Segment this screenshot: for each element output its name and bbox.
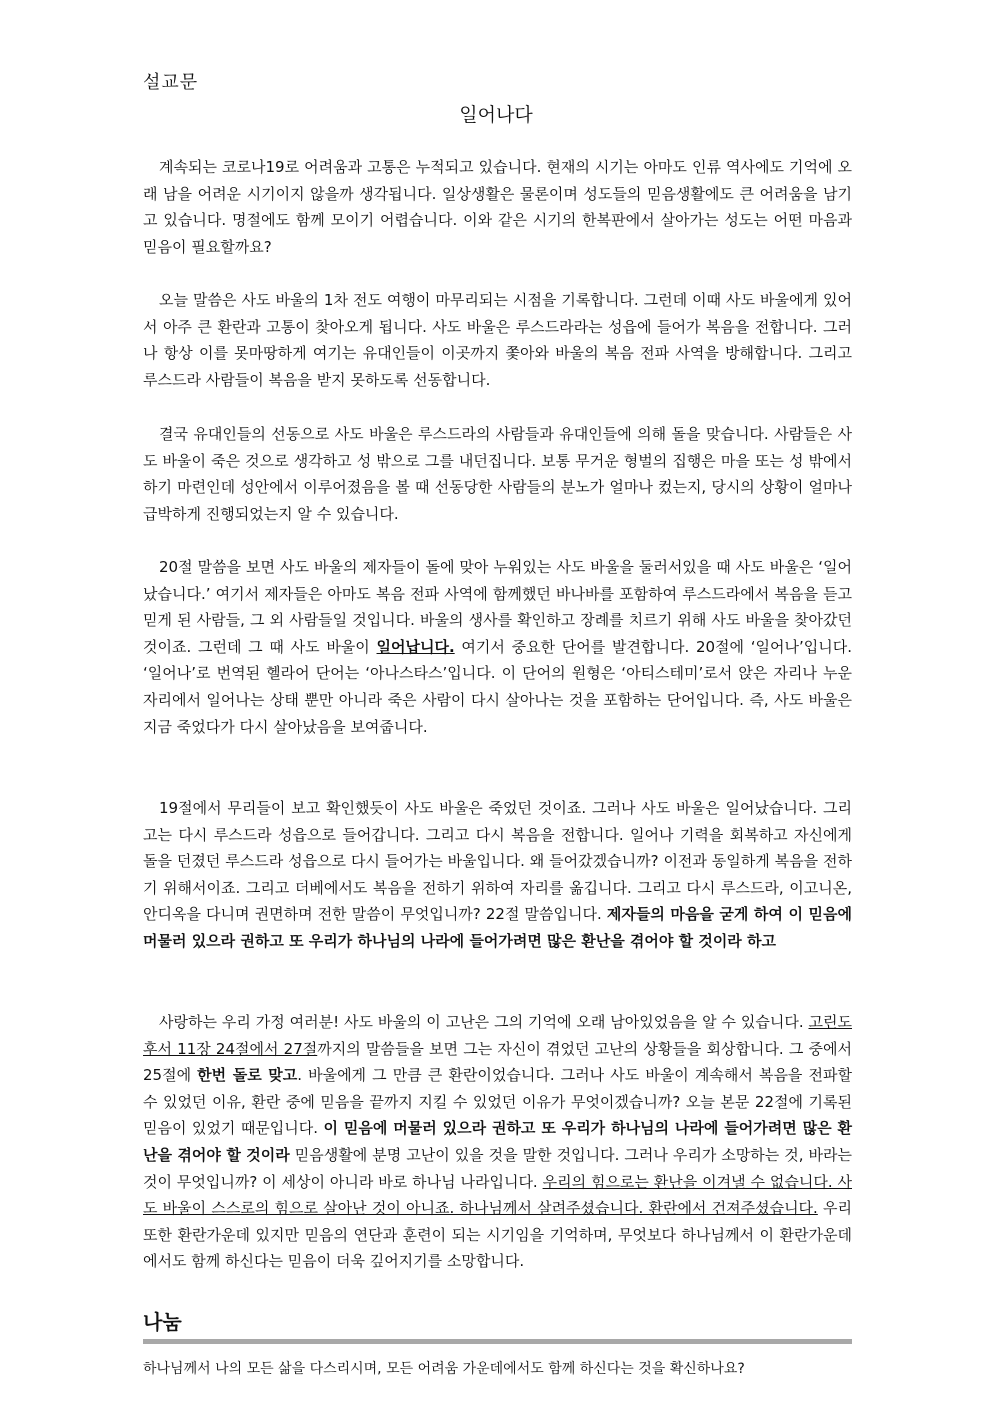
sermon-title: 일어나다 (459, 104, 533, 126)
paragraph-text: . 바울에게 그 만큼 큰 환란이었습니다. 그러나 사도 바울이 계속해서 복음을 전파할 수 있었던 이유, 환란 중에 믿음을 끝까지 지킬 수 있었던 이유가 무엇이겠습니까? 오늘 본문 22절에 기록된 믿음이 있었기 때문입니다. (143, 1066, 852, 1138)
emphasis-text: 일어납니다. (376, 637, 455, 656)
paragraph-text: 사랑하는 우리 가정 여러분! 사도 바울의 이 고난은 그의 기억에 오래 남아있었음을 알 수 있습니다. (159, 1013, 809, 1031)
underlined-text: 우리의 힘으로는 환난을 이겨낼 수 없습니다. 사도 바울이 스스로의 힘으로 살아난 것이 아니죠. 하나님께서 살려주셨습니다. 환란에서 건져주셨습니다. (143, 1172, 852, 1218)
paragraph-text: 우리 또한 환란가운데 있지만 믿음의 연단과 훈련이 되는 시기임을 기억하며, 무엇보다 하나님께서 이 환란가운데에서도 함께 하신다는 믿음이 더욱 깊어지기를 소망합니다. (143, 1199, 853, 1271)
scripture-quote: 이 믿음에 머물러 있으라 권하고 또 우리가 하나님의 나라에 들어가려면 많은 환난을 겪어야 할 것이라 (143, 1119, 852, 1164)
paragraph-text: 믿음생활에 분명 고난이 있을 것을 말한 것입니다. 그러나 우리가 소망하는 것, 바라는 것이 무엇입니까? 이 세상이 아니라 바로 하나님 나라입니다. (143, 1145, 852, 1191)
sharing-question: 하나님께서 나의 모든 삶을 다스리시며, 모든 어려움 가운데에서도 함께 하신다는 것을 확신하나요? (143, 1361, 745, 1377)
paragraph-text: 까지의 말씀들을 보면 그는 자신이 겪었던 고난의 상황들을 회상합니다. 그 중에서 25절에 (143, 1039, 853, 1085)
section-divider (143, 1339, 852, 1344)
paragraph-text: 결국 유대인들의 선동으로 사도 바울은 루스드라의 사람들과 유대인들에 의해 돌을 맞습니다. 사람들은 사도 바울이 죽은 것으로 생각하고 성 밖으로 그를 내던집니다. 보통 무거운 형벌의 집행은 마을 또는 성 밖에서 하기 마련인데 성안에서 이루어졌음을 볼 때 선동당한 사람들의 분노가 얼마나 컸는지, 당시의 상황이 얼마나 급박하게 진행되었는지 알 수 있습니다. (143, 425, 852, 523)
paragraph-text: 계속되는 코로나19로 어려움과 고통은 누적되고 있습니다. 현재의 시기는 아마도 인류 역사에도 기억에 오래 남을 어려운 시기이지 않을까 생각됩니다. 일상생활은 물론이며 성도들의 믿음생활에도 큰 어려움을 남기고 있습니다. 명절에도 함께 모이기 어렵습니다. 이와 같은 시기의 한복판에서 살아가는 성도는 어떤 마음과 믿음이 필요할까요? (143, 158, 852, 256)
paragraph-text: 오늘 말씀은 사도 바울의 1차 전도 여행이 마무리되는 시점을 기록합니다. 그런데 이때 사도 바울에게 있어서 아주 큰 환란과 고통이 찾아오게 됩니다. 사도 바울은 루스드라라는 성읍에 들어가 복음을 전합니다. 그러나 항상 이를 못마땅하게 여기는 유대인들이 이곳까지 쫓아와 바울의 복음 전파 사역을 방해합니다. 그리고 루스드라 사람들이 복음을 받지 못하도록 선동합니다. (143, 291, 852, 389)
document-type-label: 설교문 (143, 72, 199, 93)
scripture-quote: 제자들의 마음을 굳게 하여 이 믿음에 머물러 있으라 권하고 또 우리가 하나님의 나라에 들어가려면 많은 환난을 겪어야 할 것이라 하고 (143, 905, 852, 950)
paragraph-4 (143, 554, 852, 740)
paragraph-5 (143, 795, 852, 955)
paragraph-3 (143, 421, 852, 527)
paragraph-text: 여기서 중요한 단어를 발견합니다. 20절에 ‘일어나’입니다. ‘일어나’로 번역된 헬라어 단어는 ‘아나스타스’입니다. 이 단어의 원형은 ‘아티스테미’로서 앉은 자리나 누운 자리에서 일어나는 상태 뿐만 아니라 죽은 사람이 다시 살아나는 것을 포함하는 단어입니다. 즉, 사도 바울은 지금 죽었다가 다시 살아났음을 보여줍니다. (143, 637, 852, 736)
paragraph-text: 20절 말씀을 보면 사도 바울의 제자들이 돌에 맞아 누워있는 사도 바울을 둘러서있을 때 사도 바울은 ‘일어났습니다.’ 여기서 제자들은 아마도 복음 전파 사역에 함께했던 바나바를 포함하여 루스드라에서 복음을 듣고 믿게 된 사람들, 그 외 사람들일 것입니다. 바울의 생사를 확인하고 장례를 치르기 위해 사도 바울을 찾아갔던 것이죠. 그런데 그 때 사도 바울이 (143, 558, 852, 656)
scripture-reference: 고린도후서 11장 24절에서 27절 (143, 1013, 852, 1058)
paragraph-2 (143, 287, 852, 393)
paragraph-6 (143, 1009, 852, 1275)
sharing-heading: 나눔 (143, 1310, 182, 1334)
emphasis-text: 한번 돌로 맞고 (197, 1066, 298, 1085)
paragraph-text: 19절에서 무리들이 보고 확인했듯이 사도 바울은 죽었던 것이죠. 그러나 사도 바울은 일어났습니다. 그리고는 다시 루스드라 성읍으로 들어갑니다. 그리고 다시 복음을 전합니다. 일어나 기력을 회복하고 자신에게 돌을 던졌던 루스드라 성읍으로 다시 들어가는 바울입니다. 왜 들어갔겠습니까? 이전과 동일하게 복음을 전하기 위해서이죠. 그리고 더베에서도 복음을 전하기 위하여 자리를 옮깁니다. 그리고 다시 루스드라, 이고니온, 안디옥을 다니며 권면하며 전한 말씀이 무엇입니까? 22절 말씀입니다. (143, 799, 852, 924)
paragraph-1 (143, 154, 852, 260)
